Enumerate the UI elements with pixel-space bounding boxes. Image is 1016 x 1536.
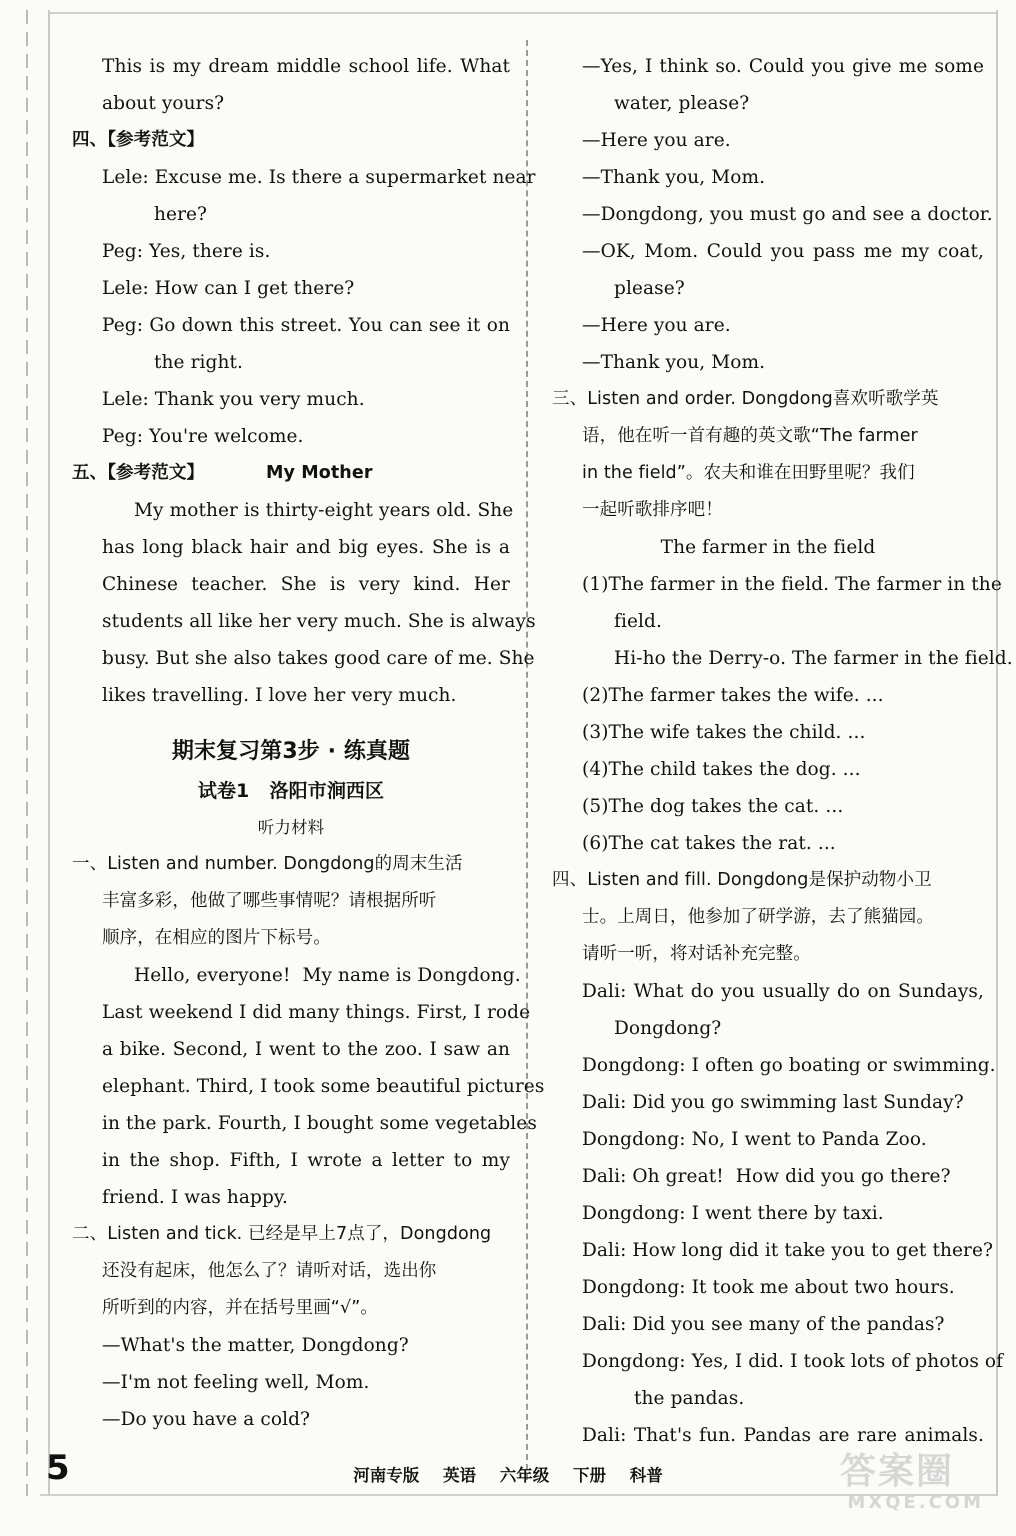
section-heading-line: 二、Listen and tick. 已经是早上7点了，Dongdong	[72, 1224, 492, 1244]
text-line: (3)The wife takes the child. ...	[582, 722, 866, 743]
page-number: 5	[46, 1448, 70, 1488]
left-margin-decoration	[18, 10, 50, 1496]
text-line: —Here you are.	[582, 315, 731, 336]
text-line: busy. But she also takes good care of me. She	[102, 648, 535, 669]
column-divider	[526, 40, 528, 1480]
text-line: This is my dream middle school life. What	[102, 56, 510, 77]
text-line: Lele: Excuse me. Is there a supermarket near	[102, 167, 536, 188]
text-line: Dongdong: I often go boating or swimming.	[582, 1055, 996, 1076]
text-line: Dongdong?	[614, 1018, 722, 1039]
text-line: My mother is thirty-eight years old. She	[134, 500, 514, 521]
text-line: a bike. Second, I went to the zoo. I saw an	[102, 1039, 510, 1060]
text-line: (1)The farmer in the field. The farmer in the	[582, 574, 1002, 595]
watermark-logo-text: 答案圈	[840, 1451, 955, 1492]
text-line: —OK, Mom. Could you pass me my coat,	[582, 241, 984, 262]
text-line: Lele: How can I get there?	[102, 278, 355, 299]
section-heading-line: 一起听歌排序吧！	[582, 500, 723, 520]
text-line: Peg: You're welcome.	[102, 426, 304, 447]
chapter-title: 期末复习第3步 · 练真题	[171, 739, 411, 764]
section-heading-line: 士。上周日，他参加了研学游，去了熊猫园。	[582, 907, 934, 927]
watermark-url: MXQE.COM	[847, 1492, 984, 1513]
section-heading-line: 五、【参考范文】 My Mother	[72, 463, 373, 483]
text-line: elephant. Third, I took some beautiful pictures	[102, 1076, 545, 1097]
spacer	[72, 714, 510, 732]
section-heading-line: 所听到的内容，并在括号里画“√”。	[102, 1298, 378, 1318]
section-heading-line: 语，他在听一首有趣的英文歌“The farmer	[582, 426, 918, 446]
text-line: Hello, everyone! My name is Dongdong.	[134, 965, 521, 986]
text-line: likes travelling. I love her very much.	[102, 685, 457, 706]
text-line: Dongdong: No, I went to Panda Zoo.	[582, 1129, 927, 1150]
footer-book-info: 河南专版 英语 六年级 下册 科普	[353, 1466, 663, 1485]
right-column	[552, 48, 1013, 1454]
section-heading-line: 四、Listen and fill. Dongdong是保护动物小卫	[552, 870, 932, 890]
text-line: has long black hair and big eyes. She is a	[102, 537, 510, 558]
text-line: —Here you are.	[582, 130, 731, 151]
listening-material-heading: 听力材料	[257, 818, 325, 837]
text-line: about yours?	[102, 93, 225, 114]
section-heading-line: 四、【参考范文】	[72, 130, 205, 150]
text-line: Dali: That's fun. Pandas are rare animals.	[582, 1425, 984, 1446]
text-line: the right.	[154, 352, 244, 373]
section-heading-line: 还没有起床，他怎么了？请听对话，选出你	[102, 1261, 437, 1281]
text-line: in the shop. Fifth, I wrote a letter to my	[102, 1150, 510, 1171]
text-line: (4)The child takes the dog. ...	[582, 759, 861, 780]
chapter-title: 试卷1 洛阳市涧西区	[197, 780, 385, 802]
text-line: (5)The dog takes the cat. ...	[582, 796, 844, 817]
text-line: Dongdong: It took me about two hours.	[582, 1277, 955, 1298]
text-line: —Dongdong, you must go and see a doctor.	[582, 204, 993, 225]
text-line: Dali: Did you go swimming last Sunday?	[582, 1092, 964, 1113]
text-line: Dali: How long did it take you to get there?	[582, 1240, 994, 1261]
section-heading-line: 一、Listen and number. Dongdong的周末生活	[72, 854, 463, 874]
text-line: —Thank you, Mom.	[582, 167, 766, 188]
left-column	[72, 48, 545, 1438]
text-line: Lele: Thank you very much.	[102, 389, 365, 410]
text-line: Dali: Oh great! How did you go there?	[582, 1166, 951, 1187]
text-line: —What's the matter, Dongdong?	[102, 1335, 409, 1356]
text-line: —Thank you, Mom.	[582, 352, 766, 373]
text-line: Dali: Did you see many of the pandas?	[582, 1314, 945, 1335]
text-line: Last weekend I did many things. First, I rode	[102, 1002, 531, 1023]
section-heading-line: 请听一听，将对话补充完整。	[582, 944, 811, 964]
text-line: Dali: What do you usually do on Sundays,	[582, 981, 984, 1002]
section-heading-line: in the field”。农夫和谁在田野里呢？我们	[582, 463, 915, 483]
top-border-decoration	[50, 12, 996, 20]
text-line: friend. I was happy.	[102, 1187, 289, 1208]
text-line: Peg: Yes, there is.	[102, 241, 271, 262]
text-line: water, please?	[614, 93, 750, 114]
text-line: please?	[614, 278, 685, 299]
text-line: (6)The cat takes the rat. ...	[582, 833, 836, 854]
text-line: Dongdong: Yes, I did. I took lots of photos of	[582, 1351, 1004, 1372]
text-line: Dongdong: I went there by taxi.	[582, 1203, 884, 1224]
text-line: The farmer in the field	[660, 537, 876, 558]
text-line: Peg: Go down this street. You can see it on	[102, 315, 510, 336]
text-line: Hi-ho the Derry-o. The farmer in the field.	[614, 648, 1013, 669]
text-line: Chinese teacher. She is very kind. Her	[102, 574, 510, 595]
text-line: the pandas.	[634, 1388, 745, 1409]
text-line: —Do you have a cold?	[102, 1409, 311, 1430]
section-heading-line: 丰富多彩，他做了哪些事情呢？请根据所听	[102, 891, 437, 911]
text-line: —Yes, I think so. Could you give me some	[582, 56, 984, 77]
text-line: —I'm not feeling well, Mom.	[102, 1372, 370, 1393]
text-line: here?	[154, 204, 208, 225]
text-line: field.	[614, 611, 662, 632]
text-line: in the park. Fourth, I bought some vegetables	[102, 1113, 537, 1134]
section-heading-line: 三、Listen and order. Dongdong喜欢听歌学英	[552, 389, 939, 409]
site-watermark	[840, 1452, 990, 1522]
text-line: (2)The farmer takes the wife. ...	[582, 685, 884, 706]
right-margin-decoration	[996, 10, 1004, 1496]
text-line: students all like her very much. She is always	[102, 611, 536, 632]
section-heading-line: 顺序，在相应的图片下标号。	[102, 928, 331, 948]
